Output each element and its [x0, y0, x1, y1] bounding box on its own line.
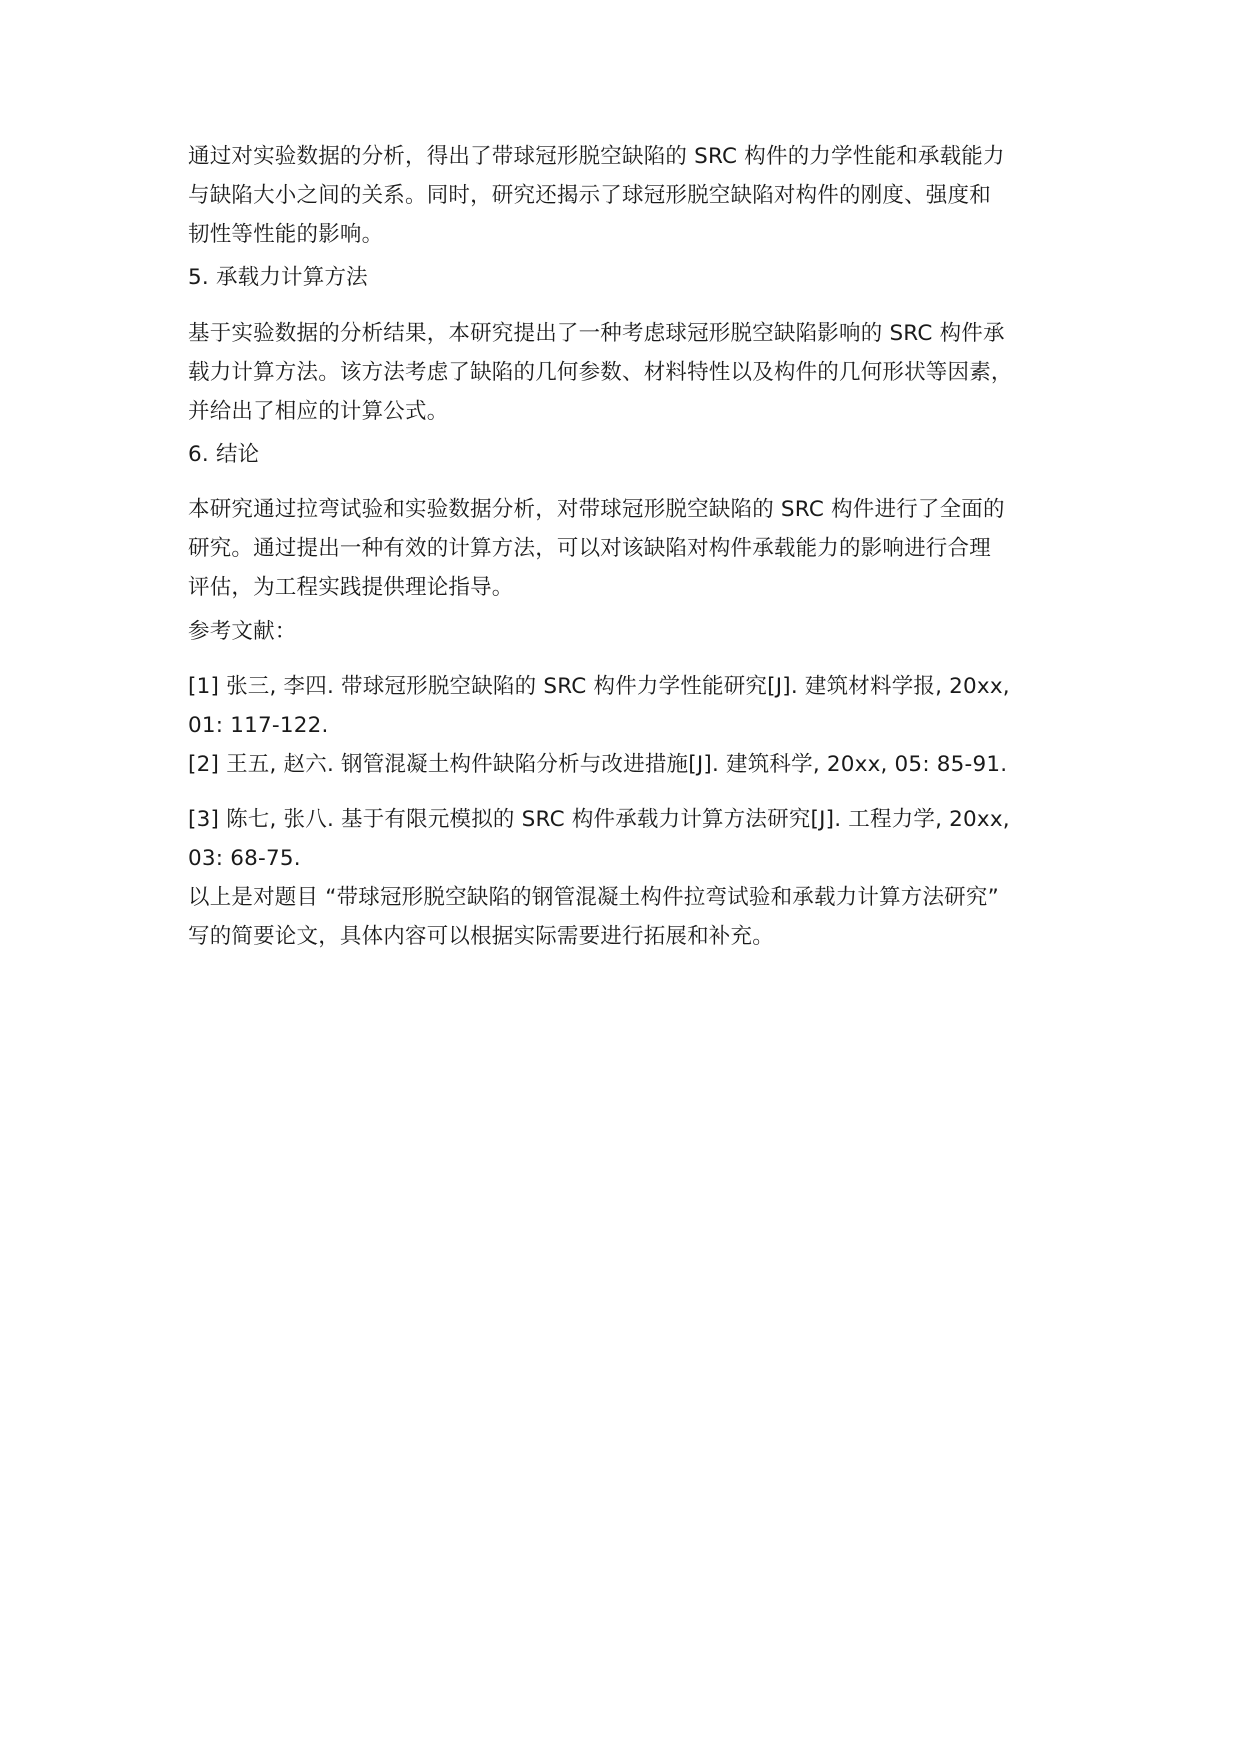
- references-heading: [188, 612, 1078, 651]
- reference-line: [2] 王五, 赵六. 钢管混凝土构件缺陷分析与改进措施[J]. 建筑科学, 20xx, 05: 85-91.: [188, 752, 1008, 777]
- paragraph-line: 韧性等性能的影响。: [188, 222, 384, 247]
- paragraph-analysis: [188, 137, 1078, 254]
- closing-line: 写的简要论文，具体内容可以根据实际需要进行拓展和补充。: [188, 924, 774, 949]
- paragraph-line: 载力计算方法。该方法考虑了缺陷的几何参数、材料特性以及构件的几何形状等因素，: [188, 360, 1013, 385]
- paragraph-line: 评估，为工程实践提供理论指导。: [188, 575, 514, 600]
- section-heading-text: 6. 结论: [188, 442, 260, 467]
- references-heading-text: 参考文献：: [188, 619, 297, 644]
- paragraph-line: 本研究通过拉弯试验和实验数据分析，对带球冠形脱空缺陷的 SRC 构件进行了全面的: [188, 497, 1005, 522]
- section-heading-5: [188, 258, 1078, 297]
- closing-note: [188, 878, 1078, 956]
- reference-item-1: [188, 667, 1078, 745]
- paragraph-line: 与缺陷大小之间的关系。同时，研究还揭示了球冠形脱空缺陷对构件的刚度、强度和: [188, 183, 991, 208]
- reference-item-3: [188, 800, 1078, 878]
- paragraph-line: 通过对实验数据的分析，得出了带球冠形脱空缺陷的 SRC 构件的力学性能和承载能力: [188, 144, 1005, 169]
- closing-line: 以上是对题目 “带球冠形脱空缺陷的钢管混凝土构件拉弯试验和承载力计算方法研究”: [188, 885, 999, 910]
- paragraph-line: 并给出了相应的计算公式。: [188, 399, 449, 424]
- reference-item-2: [188, 745, 1078, 784]
- paragraph-method: [188, 314, 1078, 431]
- reference-line: [3] 陈七, 张八. 基于有限元模拟的 SRC 构件承载力计算方法研究[J]. 工程力学, 20xx,: [188, 807, 1010, 832]
- section-heading-text: 5. 承载力计算方法: [188, 265, 368, 290]
- reference-line: [1] 张三, 李四. 带球冠形脱空缺陷的 SRC 构件力学性能研究[J]. 建筑材料学报, 20xx,: [188, 674, 1010, 699]
- reference-line: 03: 68-75.: [188, 846, 301, 871]
- section-heading-6: [188, 435, 1078, 474]
- paragraph-line: 研究。通过提出一种有效的计算方法，可以对该缺陷对构件承载能力的影响进行合理: [188, 536, 991, 561]
- reference-line: 01: 117-122.: [188, 713, 329, 738]
- paragraph-line: 基于实验数据的分析结果，本研究提出了一种考虑球冠形脱空缺陷影响的 SRC 构件承: [188, 321, 1005, 346]
- paragraph-conclusion: [188, 490, 1078, 607]
